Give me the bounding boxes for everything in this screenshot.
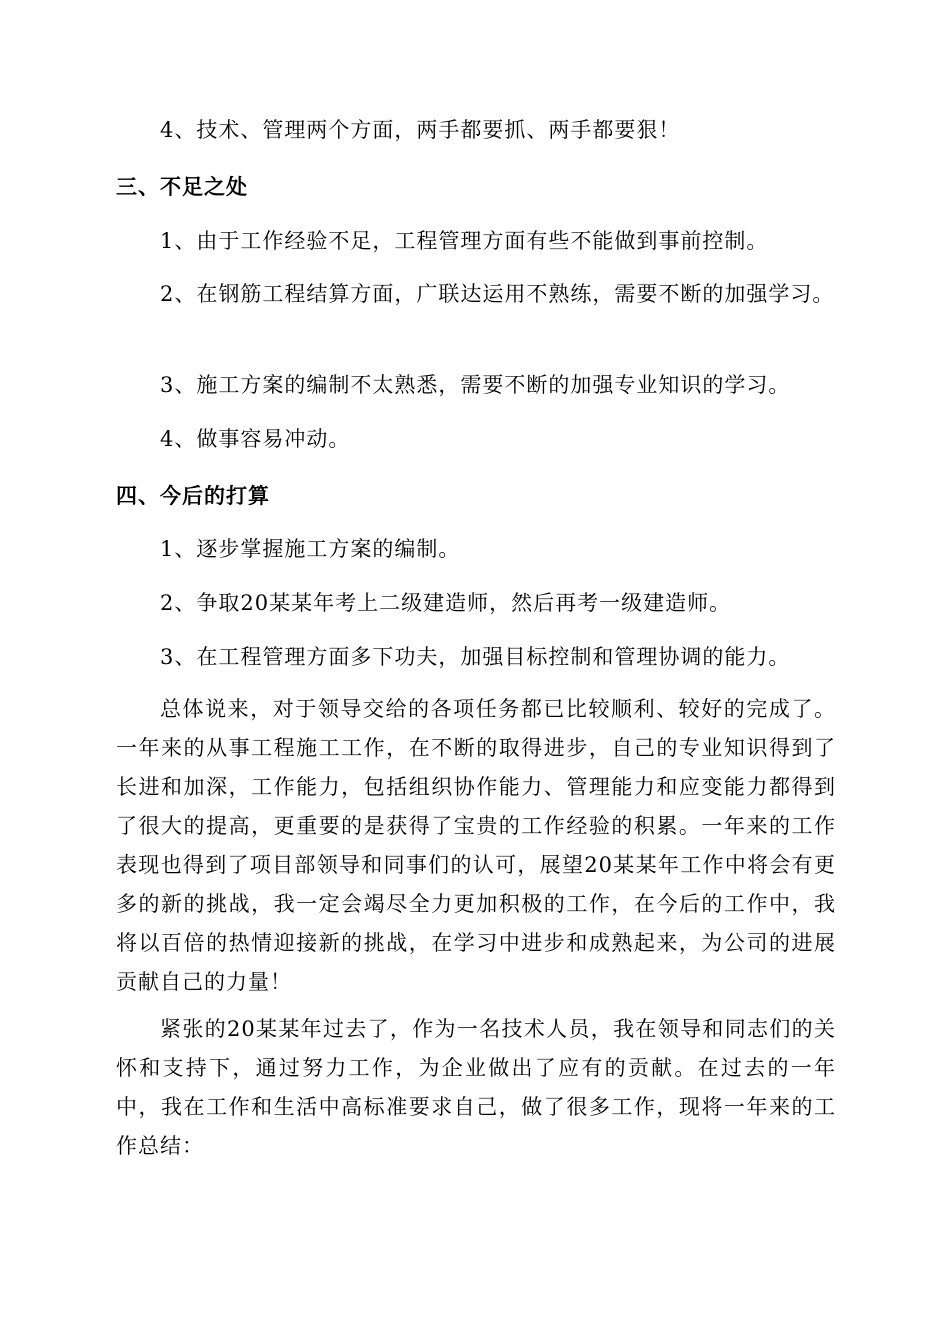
- shortcoming-item-3: 3、施工方案的编制不太熟悉，需要不断的加强专业知识的学习。: [160, 373, 791, 397]
- paragraph-item-4-tech-management: 4、技术、管理两个方面，两手都要抓、两手都要狠！: [160, 118, 681, 142]
- plan-item-1: 1、逐步掌握施工方案的编制。: [160, 537, 461, 561]
- shortcoming-item-1: 1、由于工作经验不足，工程管理方面有些不能做到事前控制。: [160, 229, 769, 253]
- section-heading-future-plans: 四、今后的打算: [116, 484, 270, 508]
- shortcoming-item-4: 4、做事容易冲动。: [160, 427, 351, 451]
- plan-item-3: 3、在工程管理方面多下功夫，加强目标控制和管理协调的能力。: [160, 645, 791, 669]
- shortcoming-item-2: 2、在钢筋工程结算方面，广联达运用不熟练，需要不断的加强学习。: [160, 282, 835, 306]
- plan-item-2: 2、争取20某某年考上二级建造师，然后再考一级建造师。: [160, 591, 732, 615]
- section-heading-shortcomings: 三、不足之处: [116, 175, 248, 199]
- intro-paragraph: 紧张的20某某年过去了，作为一名技术人员，我在领导和同志们的关怀和支持下，通过努力工作，为企业做出了应有的贡献。在过去的一年中，我在工作和生活中高标准要求自己，做了很多工作，现将一年来的工作总结：: [116, 1017, 836, 1158]
- summary-paragraph: 总体说来，对于领导交给的各项任务都已比较顺利、较好的完成了。一年来的从事工程施工工作，在不断的取得进步，自己的专业知识得到了长进和加深，工作能力，包括组织协作能力、管理能力和应变能力都得到了很大的提高，更重要的是获得了宝贵的工作经验的积累。一年来的工作表现也得到了项目部领导和同事们的认可，展望20某某年工作中将会有更多的新的挑战，我一定会竭尽全力更加积极的工作，在今后的工作中，我将以百倍的热情迎接新的挑战，在学习中进步和成熟起来，为公司的进展贡献自己的力量！: [116, 697, 836, 994]
